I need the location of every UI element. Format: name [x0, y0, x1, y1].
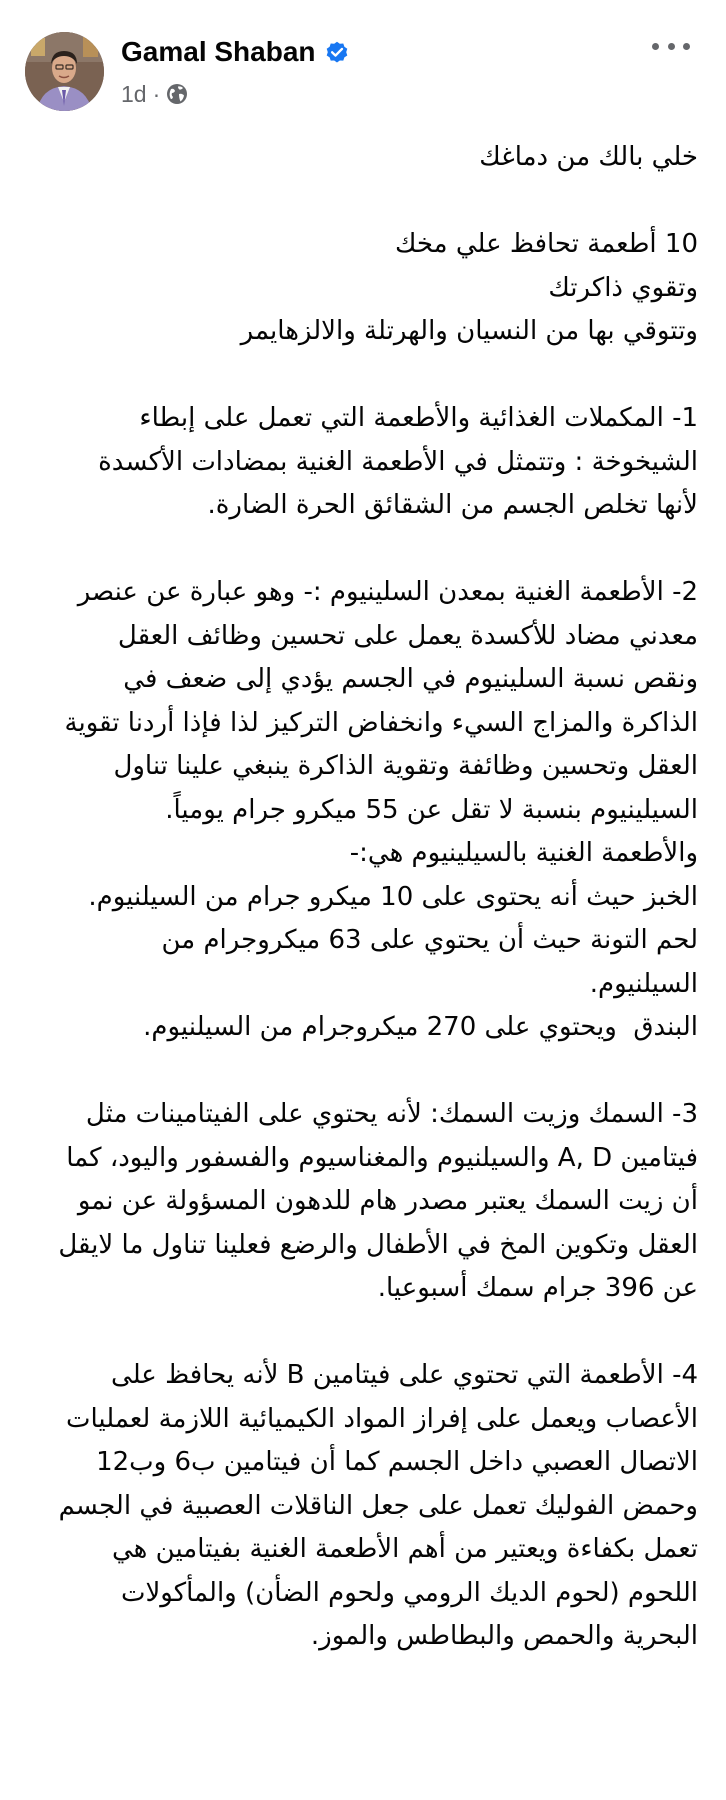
post-line: وتتوقي بها من النسيان والهرتلة والالزهايمر — [240, 316, 698, 346]
paragraph-gap — [18, 1311, 698, 1355]
post-meta — [121, 78, 188, 110]
post-line: وتقوي ذاكرتك — [548, 272, 698, 303]
post-line: وحمض الفوليك تعمل على جعل الناقلات العصبية في الجسم — [58, 1490, 698, 1521]
post-line: خلي بالك من دماغك — [479, 142, 698, 172]
meta-separator: · — [152, 80, 161, 107]
more-dot — [668, 43, 675, 50]
post-line: العقل وتحسين وظائفة وتقوية الذاكرة ينبغي علينا تناول — [113, 751, 698, 781]
post-line: والأطعمة الغنية بالسيلينيوم هي:- — [349, 838, 698, 868]
post-line: ونقص نسبة السلينيوم في الجسم يؤدي إلى ضعف في — [123, 664, 698, 694]
post-line: العقل وتكوين المخ في الأطفال والرضع فعلينا تناول ما لايقل — [58, 1229, 698, 1260]
post-line: 2- الأطعمة الغنية بمعدن السلينيوم :- وهو عبارة عن عنصر — [77, 577, 698, 607]
post-line: 4- الأطعمة التي تحتوي على فيتامين B لأنه يحافظ على — [111, 1360, 698, 1390]
author-avatar[interactable] — [25, 32, 104, 111]
paragraph-gap — [18, 180, 698, 224]
post-line: عن 396 جرام سمك أسبوعيا. — [377, 1273, 698, 1303]
paragraph-gap — [18, 1050, 698, 1094]
avatar-image — [25, 32, 104, 111]
more-dot — [652, 43, 659, 50]
paragraph-gap — [18, 354, 698, 398]
post-header — [0, 0, 726, 120]
post-line: الذاكرة والمزاج السيء وانخفاض التركيز لذا فإذا أردنا تقوية — [64, 707, 698, 738]
post-line: فيتامين A, D والسيلنيوم والمغناسيوم والفسفور واليود، كما — [66, 1142, 698, 1173]
post-line: الأعصاب ويعمل على إفراز المواد الكيميائية اللازمة لعمليات — [66, 1403, 698, 1434]
post-line: أن زيت السمك يعتبر مصدر هام للدهون المسؤولة عن نمو — [77, 1186, 698, 1216]
post-line: معدني مضاد للأكسدة يعمل على تحسين وظائف العقل — [117, 620, 698, 651]
post-line: الاتصال العصبي داخل الجسم كما أن فيتامين ب6 وب12 — [96, 1447, 698, 1477]
post-line: 3- السمك وزيت السمك: لأنه يحتوي على الفيتامينات مثل — [85, 1099, 698, 1129]
verified-badge-icon — [324, 39, 350, 65]
post-line: الشيخوخة : وتتمثل في الأطعمة الغنية بمضادات الأكسدة — [98, 446, 698, 477]
post-line: البندق ويحتوي على 270 ميكروجرام من السيلنيوم. — [143, 1012, 698, 1042]
post-line: لأنها تخلص الجسم من الشقائق الحرة الضارة. — [207, 490, 698, 520]
post-line: السيلينيوم بنسبة لا تقل عن 55 ميكرو جرام يومياً. — [165, 794, 698, 825]
post-line: 10 أطعمة تحافظ علي مخك — [394, 229, 698, 259]
author-name[interactable]: Gamal Shaban — [121, 36, 316, 67]
paragraph-gap — [18, 528, 698, 572]
post-line: الخبز حيث أنه يحتوى على 10 ميكرو جرام من السيلنيوم. — [88, 881, 698, 912]
post-line: تعمل بكفاءة ويعتير من أهم الأطعمة الغنية بفيتامين هي — [112, 1534, 698, 1564]
more-dot — [683, 43, 690, 50]
post-line: اللحوم (لحوم الديك الرومي ولحوم الضأن) والمأكولات — [120, 1577, 698, 1608]
post-time[interactable]: 1d — [121, 80, 147, 107]
more-options-icon[interactable] — [652, 34, 690, 58]
post-line: لحم التونة حيث أن يحتوي على 63 ميكروجرام من — [161, 925, 698, 955]
author-row — [121, 34, 350, 70]
post-line: السيلنيوم. — [589, 968, 698, 999]
globe-icon[interactable] — [166, 83, 188, 105]
post-text — [18, 136, 698, 1659]
post-line: 1- المكملات الغذائية والأطعمة التي تعمل على إبطاء — [139, 403, 698, 433]
post-line: البحرية والحمص والبطاطس والموز. — [310, 1621, 698, 1651]
